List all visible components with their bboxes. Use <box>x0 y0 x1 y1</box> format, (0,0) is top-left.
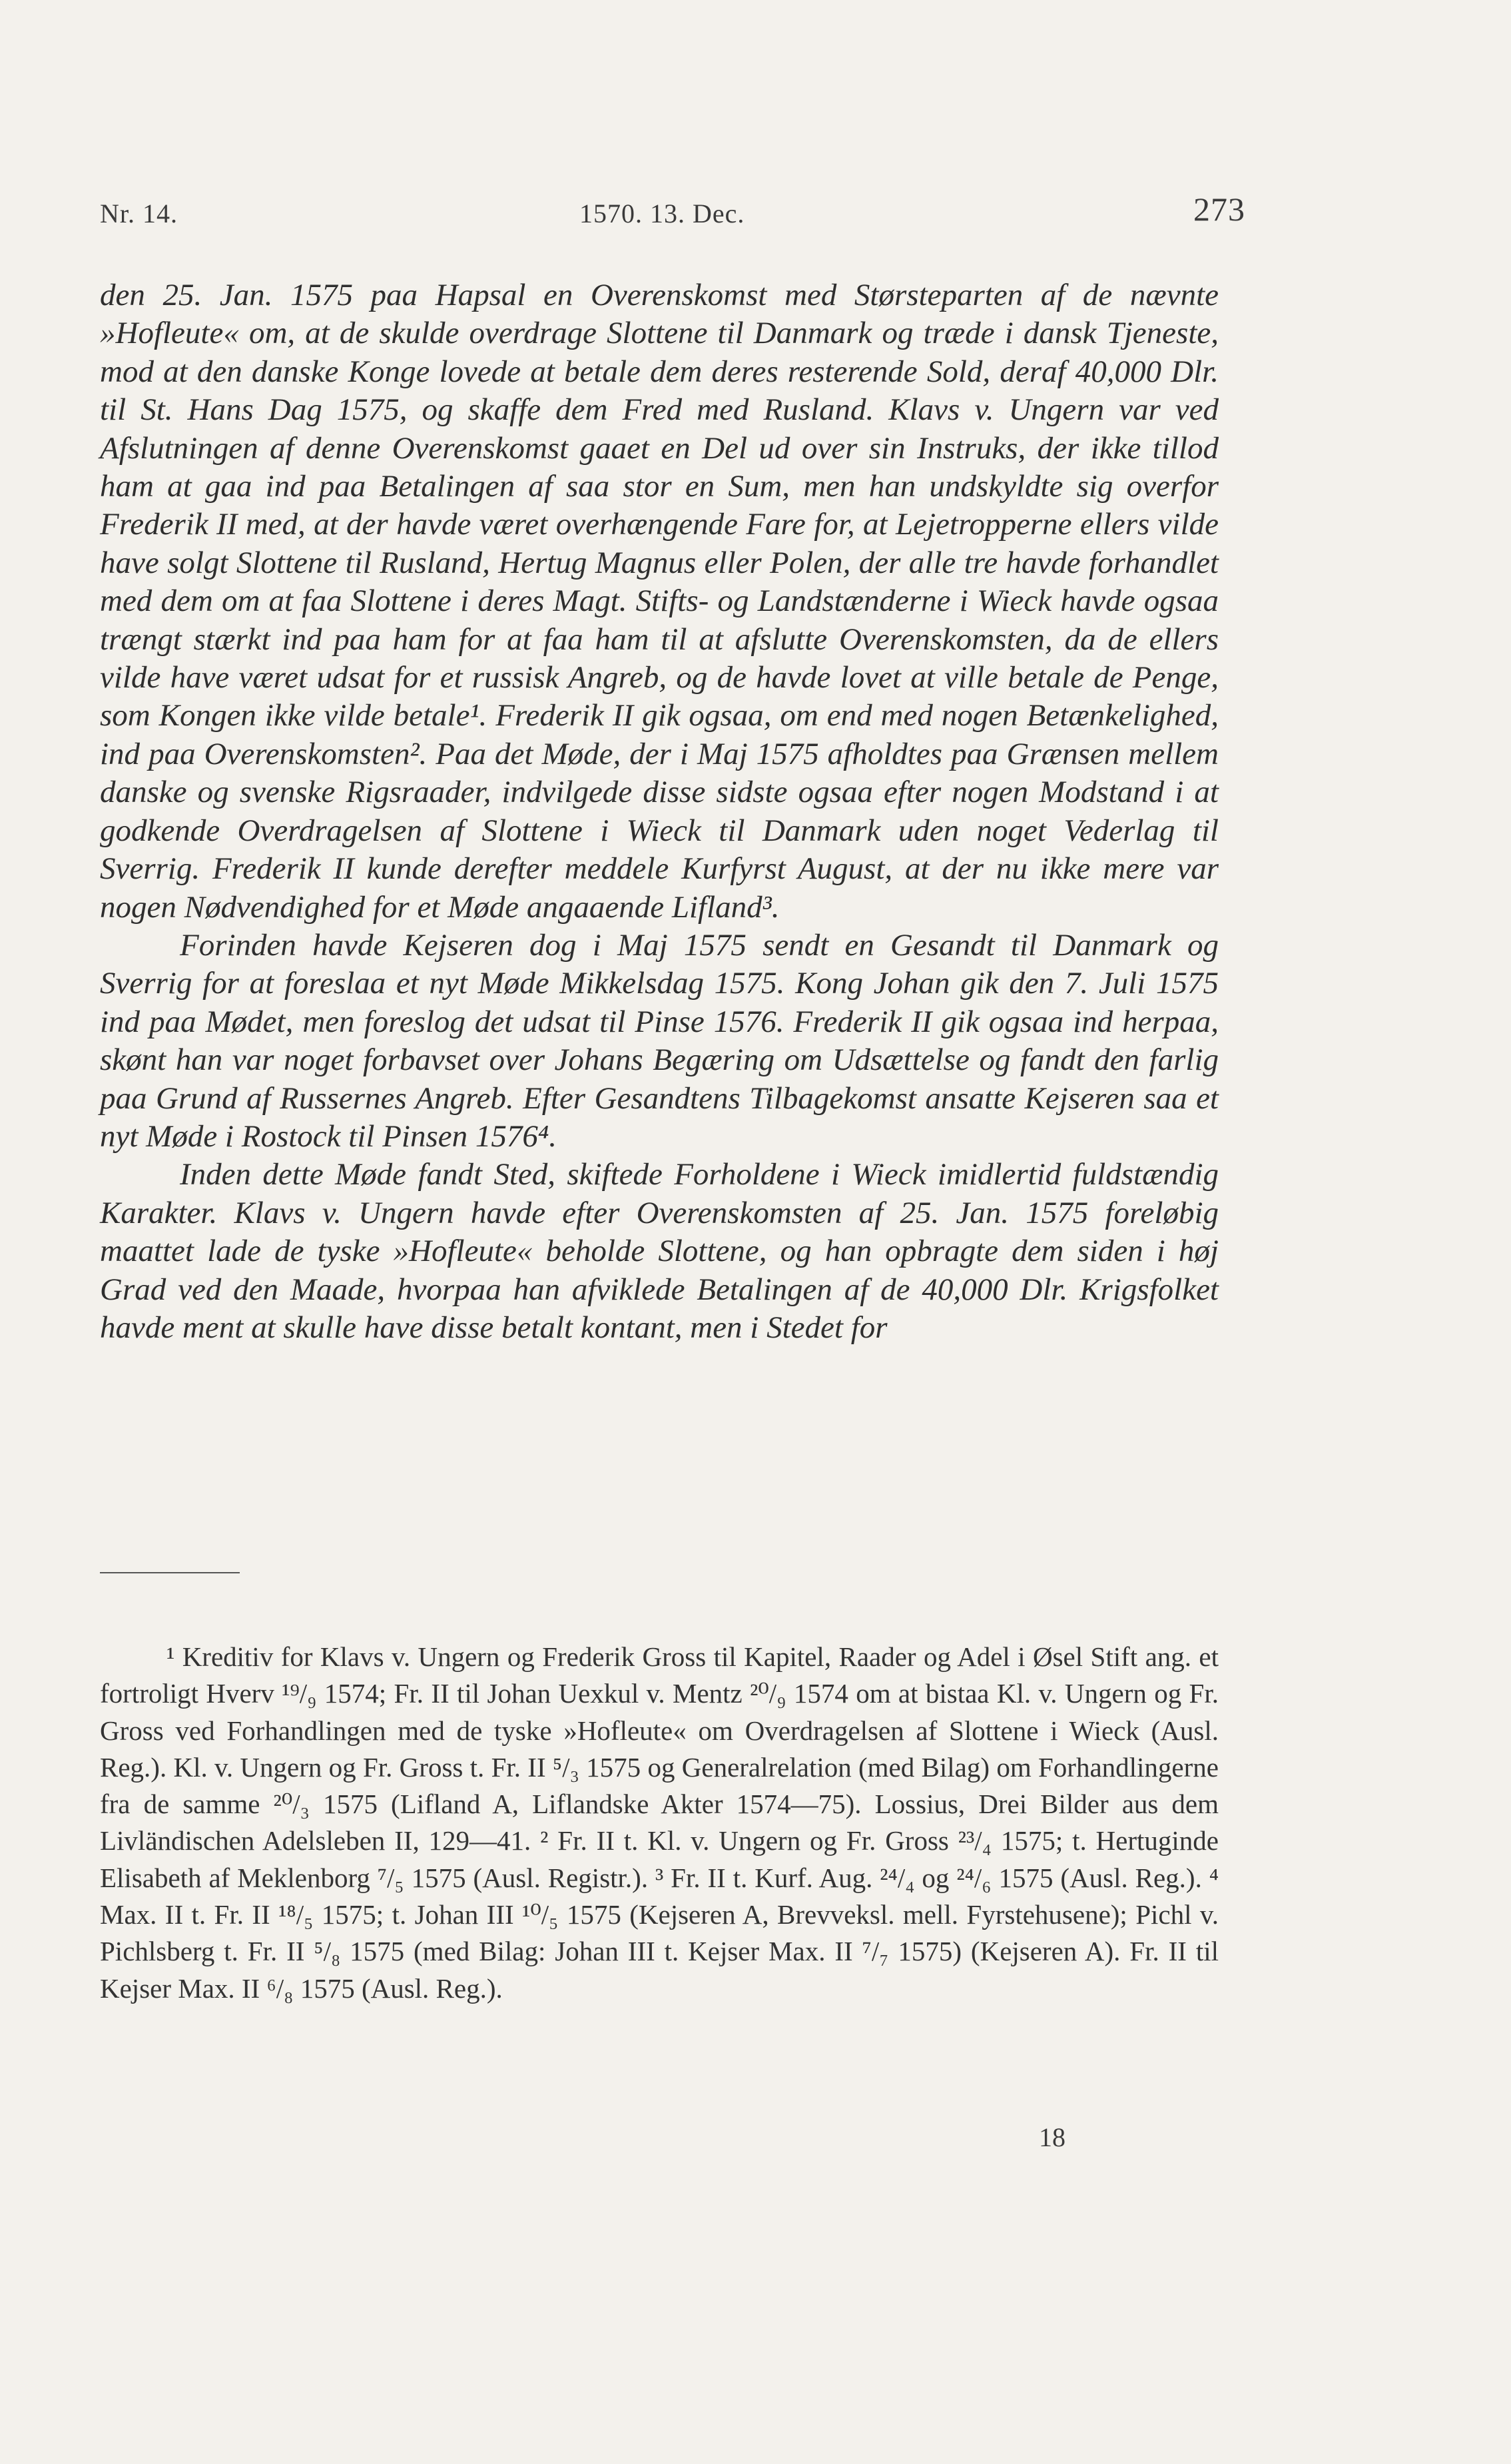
document-number: Nr. 14. <box>100 199 178 228</box>
paragraph-3: Inden dette Møde fandt Sted, skiftede Forholdene i Wieck imidlertid fuldstændig Karakter. Klavs v. Ungern havde efter Overenskomsten af 25. Jan. 1575 foreløbig maattet lade de tyske »Hofleute« beholde Slottene, og han opbragte dem siden i høj Grad ved den Maade, hvorpaa han afviklede Betalingen af de 40,000 Dlr. Krigsfolket havde ment at skulle have disse betalt kontant, men i Stedet for <box>100 1157 1219 1345</box>
running-header <box>100 190 1245 236</box>
main-text <box>100 276 1219 1347</box>
signature-mark: 18 <box>1039 2122 1065 2152</box>
footnote-text: ¹ Kreditiv for Klavs v. Ungern og Frederik Gross til Kapitel, Raader og Adel i Øsel Stift ang. et fortroligt Hverv ¹⁹/₉ 1574; Fr. II til Johan Uexkul v. Mentz ²⁰/₉ 1574 om at bistaa Kl. v. Ungern og Fr. Gross ved Forhandlingen med de tyske »Hofleute« om Overdragelsen af Slottene i Wieck (Ausl. Reg.). Kl. v. Ungern og Fr. Gross t. Fr. II ⁵/₃ 1575 og Generalrelation (med Bilag) om Forhandlingerne fra de samme ²⁰/₃ 1575 (Lifland A, Liflandske Akter 1574—75). Lossius, Drei Bilder aus dem Livländischen Adelsleben II, 129—41. ² Fr. II t. Kl. v. Ungern og Fr. Gross ²³/₄ 1575; t. Hertuginde Elisabeth af Meklenborg ⁷/₅ 1575 (Ausl. Registr.). ³ Fr. II t. Kurf. Aug. ²⁴/₄ og ²⁴/₆ 1575 (Ausl. Reg.). ⁴ Max. II t. Fr. II ¹⁸/₅ 1575; t. Johan III ¹⁰/₅ 1575 (Kejseren A, Brevveksl. mell. Fyrstehusene); Pichl v. Pichlsberg t. Fr. II ⁵/₈ 1575 (med Bilag: Johan III t. Kejser Max. II ⁷/₇ 1575) (Kejseren A). Fr. II til Kejser Max. II ⁶/₈ 1575 (Ausl. Reg.). <box>100 1641 1219 2004</box>
document-date: 1570. 13. Dec. <box>579 199 745 228</box>
paragraph-2: Forinden havde Kejseren dog i Maj 1575 sendt en Gesandt til Danmark og Sverrig for at foreslaa et nyt Møde Mikkelsdag 1575. Kong Johan gik den 7. Juli 1575 ind paa Mødet, men foreslog det udsat til Pinse 1576. Frederik II gik ogsaa ind herpaa, skønt han var noget forbavset over Johans Begæring om Udsættelse og fandt den farlig paa Grund af Russernes Angreb. Efter Gesandtens Tilbagekomst ansatte Kejseren saa et nyt Møde i Rostock til Pinsen 1576⁴. <box>100 927 1219 1154</box>
page-number: 273 <box>1193 191 1245 228</box>
footnotes <box>100 1639 1219 2007</box>
paragraph-1: den 25. Jan. 1575 paa Hapsal en Overenskomst med Størsteparten af de nævnte »Hofleute« om, at de skulde overdrage Slottene til Danmark og træde i dansk Tjeneste, mod at den danske Konge lovede at betale dem deres resterende Sold, deraf 40,000 Dlr. til St. Hans Dag 1575, og skaffe dem Fred med Rusland. Klavs v. Ungern var ved Afslutningen af denne Overenskomst gaaet en Del ud over sin Instruks, der ikke tillod ham at gaa ind paa Betalingen af saa stor en Sum, men han undskyldte sig overfor Frederik II med, at der havde været overhængende Fare for, at Lejetropperne ellers vilde have solgt Slottene til Rusland, Hertug Magnus eller Polen, der alle tre havde forhandlet med dem om at faa Slottene i deres Magt. Stifts- og Landstænderne i Wieck havde ogsaa trængt stærkt ind paa ham for at faa ham til at afslutte Overenskomsten, da de ellers vilde have været udsat for et russisk Angreb, og de havde lovet at ville betale de Penge, som Kongen ikke vilde betale¹. Frederik II gik ogsaa, om end med nogen Betænkelighed, ind paa Overenskomsten². Paa det Møde, der i Maj 1575 afholdtes paa Grænsen mellem danske og svenske Rigsraader, indvilgede disse sidste ogsaa efter nogen Modstand i at godkende Overdragelsen af Slottene i Wieck til Danmark uden noget Vederlag til Sverrig. Frederik II kunde derefter meddele Kurfyrst August, at der nu ikke mere var nogen Nødvendighed for et Møde angaaende Lifland³. <box>100 278 1219 925</box>
footnote-divider <box>100 1572 240 1573</box>
